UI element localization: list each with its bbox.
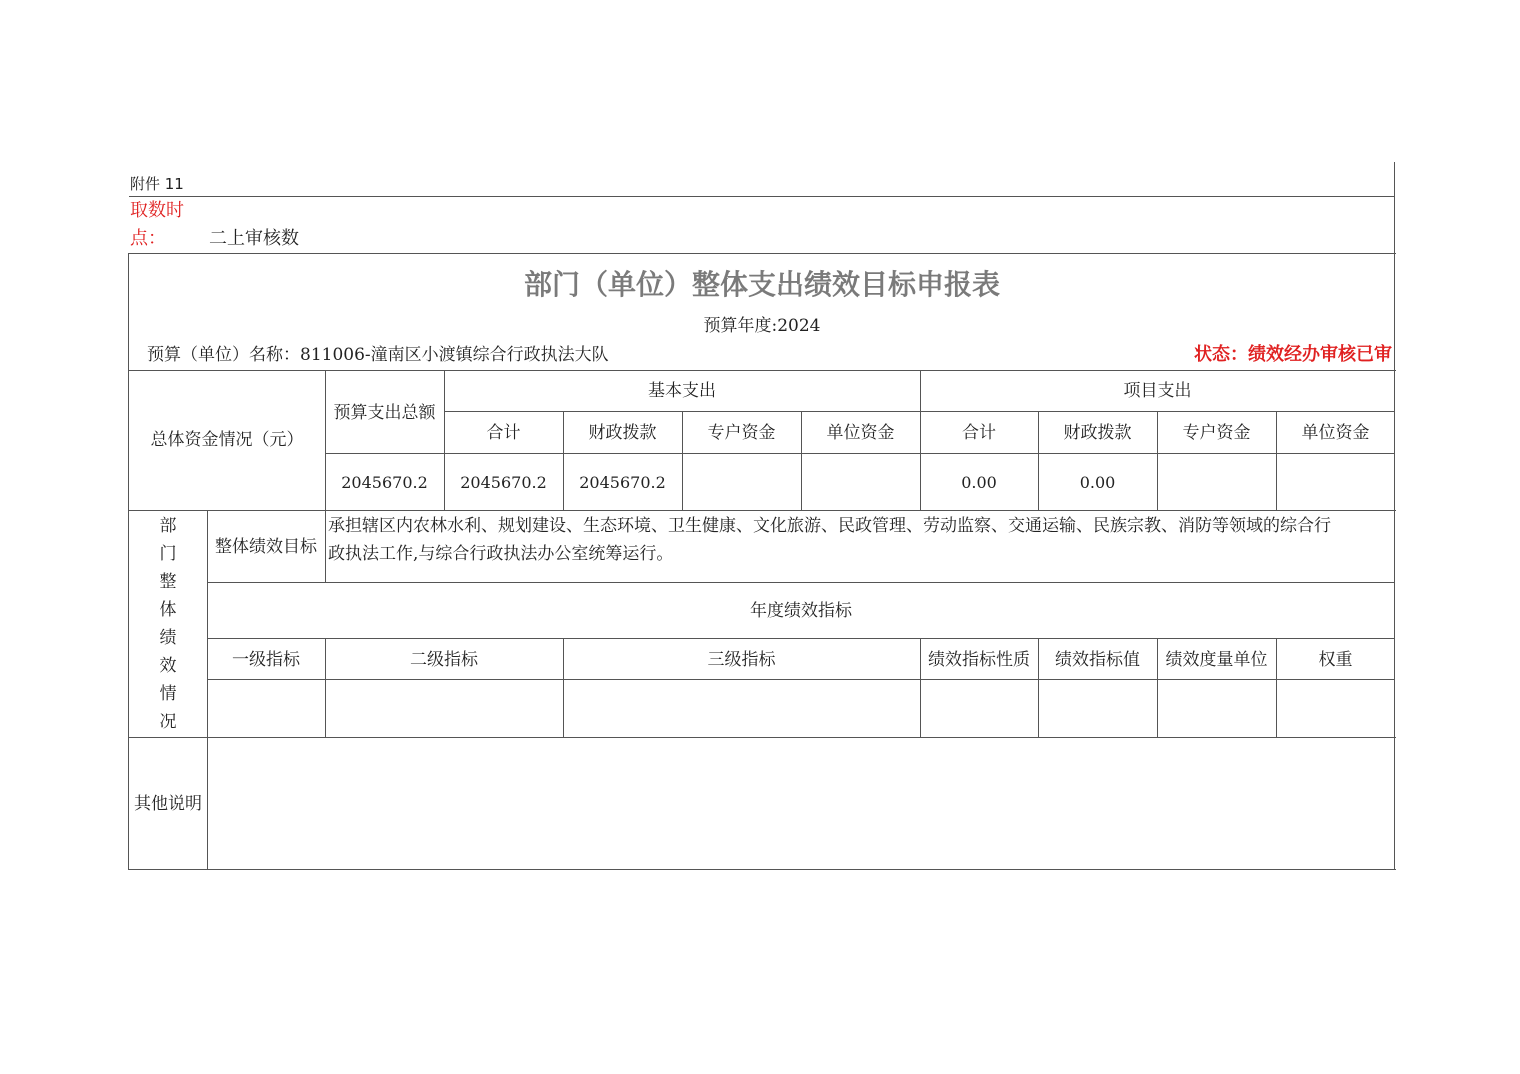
fetch-time-label-line2: 点： <box>130 228 166 249</box>
overall-goal-label: 整体绩效目标 <box>215 537 317 557</box>
funds-subheader: 专户资金 <box>707 423 776 443</box>
performance-side-label: 整 <box>159 572 177 592</box>
budget-year: 预算年度:2024 <box>703 316 821 336</box>
rule-other-top <box>128 737 1396 738</box>
header-right-edge <box>1394 162 1395 254</box>
table-right <box>1394 253 1395 870</box>
rule-funds-top <box>128 370 1396 371</box>
rule-goal-bottom <box>207 582 1395 583</box>
page-title: 部门（单位）整体支出绩效目标申报表 <box>523 268 1000 301</box>
rule-perf-top <box>128 510 1396 511</box>
rule-annual-bottom <box>207 638 1395 639</box>
total-budget-label: 预算支出总额 <box>333 403 436 423</box>
project-expense-label: 项目支出 <box>1123 381 1192 401</box>
basic-expense-label: 基本支出 <box>648 381 716 401</box>
attachment-label: 附件 11 <box>130 175 184 193</box>
indicator-header: 二级指标 <box>410 650 478 670</box>
funds-value: 0.00 <box>961 473 997 492</box>
table-top <box>128 253 1396 254</box>
funds-value: 2045670.2 <box>460 473 547 492</box>
total-budget-value: 2045670.2 <box>341 473 428 492</box>
fetch-time-value: 二上审核数 <box>209 228 299 249</box>
overall-goal-text-line2: 政执法工作,与综合行政执法办公室统筹运行。 <box>328 544 674 564</box>
v-perf-325-goal <box>325 510 326 583</box>
status-badge: 状态：绩效经办审核已审 <box>1194 344 1392 365</box>
performance-side-label: 部 <box>159 516 177 536</box>
funds-subheader: 财政拨款 <box>588 423 657 443</box>
unit-name: 预算（单位）名称：811006-潼南区小渡镇综合行政执法大队 <box>147 345 609 365</box>
fetch-time-label-line1: 取数时 <box>130 200 184 221</box>
funds-value: 2045670.2 <box>579 473 666 492</box>
performance-side-label: 门 <box>159 544 177 564</box>
funds-section-label: 总体资金情况（元） <box>150 430 304 450</box>
funds-value: 0.00 <box>1079 473 1116 492</box>
indicator-header: 绩效指标值 <box>1055 650 1140 670</box>
indicator-header: 一级指标 <box>232 650 300 670</box>
performance-side-label: 况 <box>159 712 177 732</box>
other-notes-label: 其他说明 <box>134 794 202 814</box>
v-perf-207 <box>207 510 208 870</box>
funds-subheader: 合计 <box>962 423 996 443</box>
indicator-header: 绩效指标性质 <box>928 650 1030 670</box>
performance-side-label: 效 <box>159 656 177 676</box>
funds-subheader: 单位资金 <box>826 423 895 443</box>
overall-goal-text-line1: 承担辖区内农林水利、规划建设、生态环境、卫生健康、文化旅游、民政管理、劳动监察、交通运输、民族宗教、消防等领域的综合行 <box>328 516 1331 536</box>
performance-side-label: 情 <box>159 684 177 704</box>
rule-indicator-header <box>207 679 1395 680</box>
funds-subheader: 财政拨款 <box>1063 423 1132 443</box>
header-rule-top <box>129 196 1395 197</box>
annual-indicators-label: 年度绩效指标 <box>750 601 852 621</box>
rule-funds-sub <box>325 453 1395 454</box>
funds-subheader: 专户资金 <box>1182 423 1251 443</box>
performance-side-label: 绩 <box>159 628 177 648</box>
funds-subheader: 单位资金 <box>1301 423 1370 443</box>
performance-side-label: 体 <box>159 600 177 620</box>
funds-subheader: 合计 <box>486 423 521 443</box>
table-bottom <box>128 869 1396 870</box>
indicator-header: 绩效度量单位 <box>1165 650 1268 670</box>
indicator-header: 权重 <box>1318 650 1353 670</box>
indicator-header: 三级指标 <box>707 650 776 670</box>
